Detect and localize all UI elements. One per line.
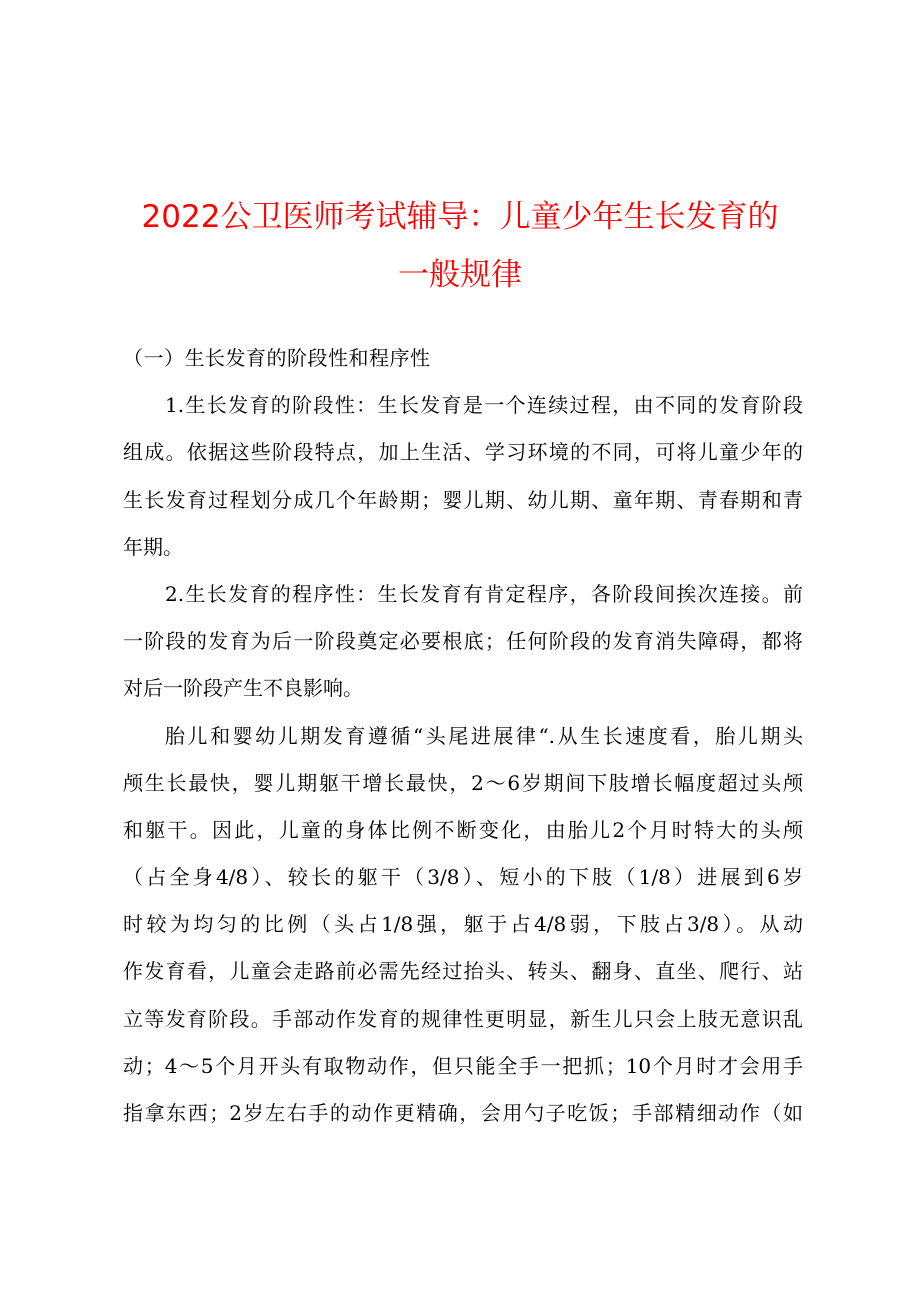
- paragraph-line: 时较为均匀的比例（头占1/8强，躯于占4/8弱，下肢占3/8）。从动: [123, 912, 803, 937]
- paragraph-line: 生长发育过程划分成几个年龄期；婴儿期、幼儿期、童年期、青春期和青: [123, 487, 803, 512]
- title-line-2: 一般规律: [398, 257, 522, 293]
- paragraph-line: 颅生长最快，婴儿期躯干增长最快，2～6岁期间下肢增长幅度超过头颅: [123, 770, 803, 795]
- paragraph-1: [123, 382, 803, 571]
- section-heading: （一）生长发育的阶段性和程序性: [123, 346, 431, 370]
- paragraph-line: 动；4～5个月开头有取物动作，但只能全手一把抓；10个月时才会用手: [123, 1053, 803, 1078]
- paragraph-line: 组成。依据这些阶段特点，加上生活、学习环境的不同，可将儿童少年的: [123, 440, 803, 465]
- paragraph-line: 指拿东西；2岁左右手的动作更精确，会用勺子吃饭；手部精细动作（如: [123, 1101, 803, 1125]
- document-title: [100, 188, 820, 304]
- paragraph-line: 一阶段的发育为后一阶段奠定必要根底；任何阶段的发育消失障碍，都将: [123, 629, 803, 654]
- paragraph-3: [123, 713, 803, 1138]
- paragraph-line: 作发育看，儿童会走路前必需先经过抬头、转头、翻身、直坐、爬行、站: [123, 959, 803, 984]
- paragraph-line: 1.生长发育的阶段性：生长发育是一个连续过程，由不同的发育阶段: [165, 393, 803, 418]
- document-body: [123, 335, 803, 1137]
- paragraph-line: （占全身4/8）、较长的躯干（3/8）、短小的下肢（1/8）进展到6岁: [123, 865, 803, 890]
- paragraph-line: 年期。: [123, 534, 183, 559]
- paragraph-line: 立等发育阶段。手部动作发育的规律性更明显，新生儿只会上肢无意识乱: [123, 1006, 803, 1031]
- title-line-1: 2022公卫医师考试辅导：儿童少年生长发育的: [141, 199, 779, 235]
- paragraph-line: 对后一阶段产生不良影响。: [123, 676, 363, 701]
- paragraph-2: [123, 571, 803, 713]
- paragraph-line: 胎儿和婴幼儿期发育遵循“头尾进展律“.从生长速度看，胎儿期头: [165, 723, 803, 748]
- paragraph-line: 和躯干。因此，儿童的身体比例不断变化，由胎儿2个月时特大的头颅: [123, 817, 803, 842]
- paragraph-line: 2.生长发育的程序性：生长发育有肯定程序，各阶段间挨次连接。前: [165, 581, 803, 606]
